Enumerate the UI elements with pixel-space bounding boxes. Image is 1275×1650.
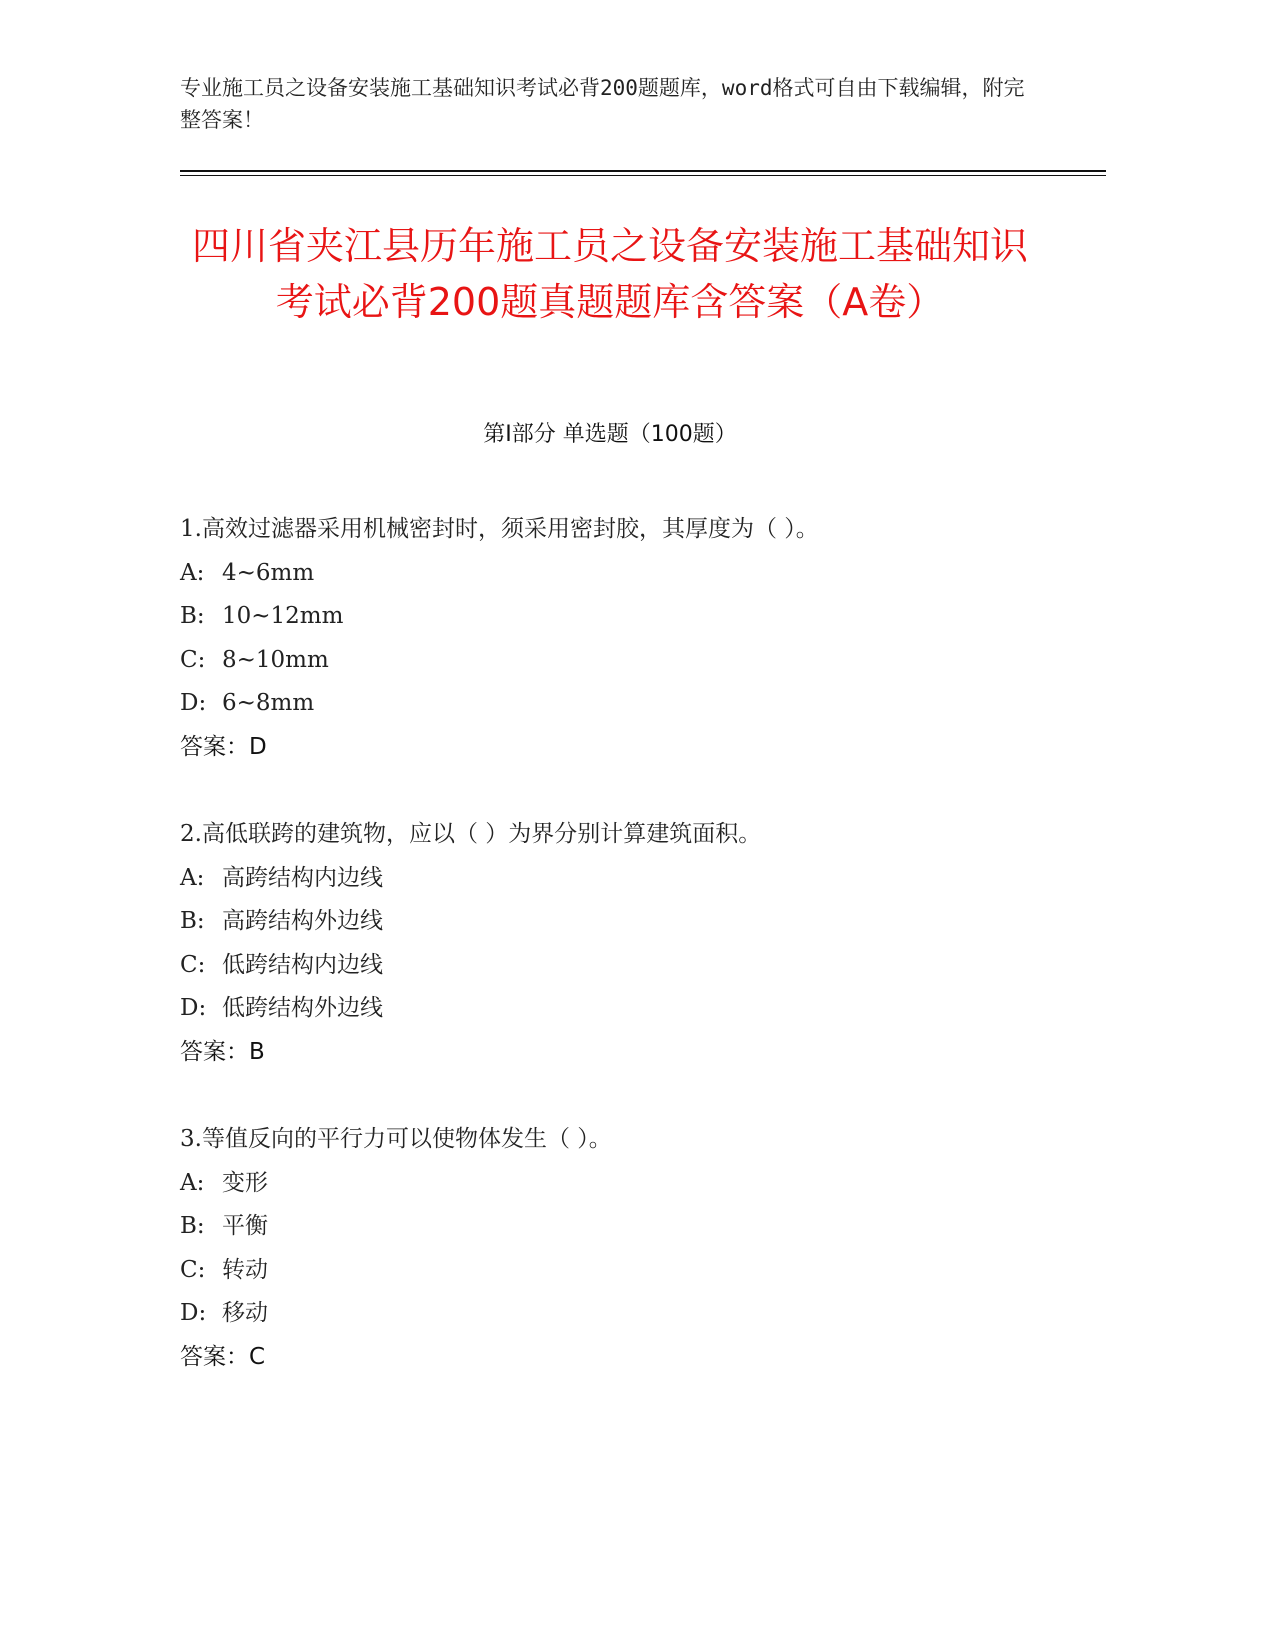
option-text: 8~10mm bbox=[222, 646, 329, 673]
option-d bbox=[180, 682, 1080, 726]
option-b bbox=[180, 900, 1080, 944]
header-divider-thick bbox=[180, 170, 1106, 172]
option-letter: C: bbox=[180, 646, 206, 673]
option-b bbox=[180, 595, 1080, 639]
option-text: 高跨结构内边线 bbox=[222, 864, 383, 891]
option-text: 4~6mm bbox=[222, 559, 315, 586]
option-letter: B: bbox=[180, 603, 205, 629]
option-b bbox=[180, 1205, 1080, 1249]
question-2 bbox=[180, 813, 1080, 1074]
option-text: 低跨结构外边线 bbox=[222, 995, 383, 1021]
section-title: 第Ⅰ部分 单选题（100题） bbox=[483, 422, 737, 447]
option-text: 平衡 bbox=[222, 1213, 268, 1239]
option-letter: A: bbox=[180, 559, 205, 586]
question-stem: 2.高低联跨的建筑物，应以（ ）为界分别计算建筑面积。 bbox=[180, 821, 762, 847]
answer-label: 答案： bbox=[180, 733, 249, 760]
option-text: 6~8mm bbox=[222, 690, 315, 716]
answer-label: 答案： bbox=[180, 1038, 249, 1065]
option-text: 低跨结构内边线 bbox=[222, 951, 383, 978]
option-a bbox=[180, 857, 1080, 901]
document-title: 四川省夹江县历年施工员之设备安装施工基础知识考试必背200题真题题库含答案（A卷） bbox=[191, 224, 1028, 324]
option-d bbox=[180, 987, 1080, 1031]
header-note: 专业施工员之设备安装施工基础知识考试必背200题题库，word格式可自由下载编辑，附完整答案！ bbox=[180, 76, 1025, 132]
answer-line bbox=[180, 1336, 1080, 1380]
option-letter: B: bbox=[180, 908, 205, 934]
option-c bbox=[180, 639, 1080, 683]
answer-value: C bbox=[249, 1343, 266, 1370]
option-text: 高跨结构外边线 bbox=[222, 908, 383, 934]
option-letter: D: bbox=[180, 995, 207, 1021]
option-letter: A: bbox=[180, 1169, 205, 1196]
question-1 bbox=[180, 508, 1080, 769]
option-letter: D: bbox=[180, 1300, 207, 1326]
question-list bbox=[180, 508, 1080, 1423]
option-text: 移动 bbox=[222, 1300, 268, 1326]
option-letter: D: bbox=[180, 690, 207, 716]
option-d bbox=[180, 1292, 1080, 1336]
question-3 bbox=[180, 1118, 1080, 1379]
option-letter: C: bbox=[180, 1256, 206, 1283]
question-stem: 1.高效过滤器采用机械密封时，须采用密封胶，其厚度为（ ）。 bbox=[180, 516, 819, 542]
answer-value: B bbox=[249, 1038, 265, 1065]
header-divider-thin bbox=[180, 175, 1106, 176]
option-c bbox=[180, 944, 1080, 988]
option-c bbox=[180, 1249, 1080, 1293]
option-a bbox=[180, 1162, 1080, 1206]
answer-line bbox=[180, 1031, 1080, 1075]
question-stem: 3.等值反向的平行力可以使物体发生（ ）。 bbox=[180, 1126, 612, 1152]
answer-value: D bbox=[249, 733, 267, 760]
option-a bbox=[180, 552, 1080, 596]
answer-line bbox=[180, 726, 1080, 770]
option-text: 10~12mm bbox=[222, 603, 344, 629]
option-letter: B: bbox=[180, 1213, 205, 1239]
option-letter: C: bbox=[180, 951, 206, 978]
option-text: 变形 bbox=[222, 1169, 268, 1196]
option-letter: A: bbox=[180, 864, 205, 891]
option-text: 转动 bbox=[222, 1256, 268, 1283]
answer-label: 答案： bbox=[180, 1343, 249, 1370]
